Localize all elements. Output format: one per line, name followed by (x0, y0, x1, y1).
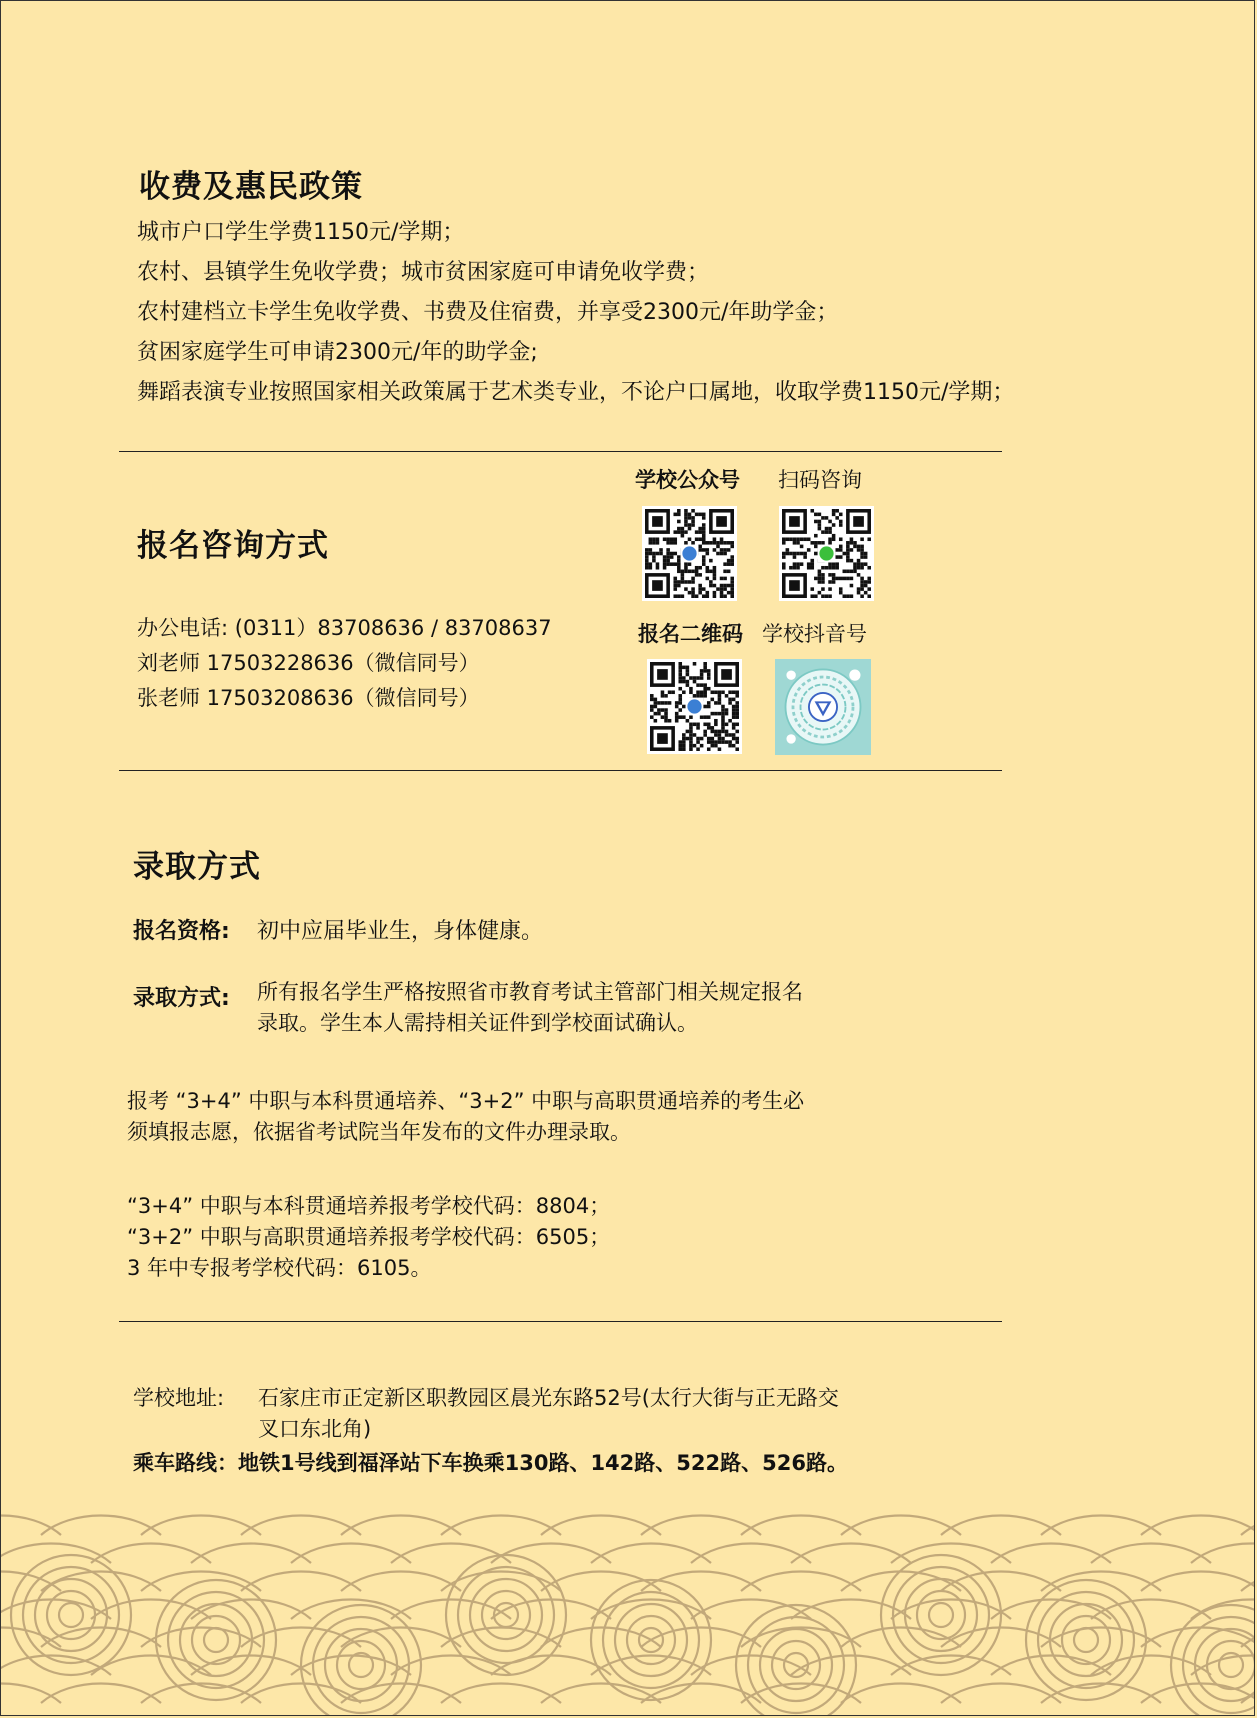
method-line: 所有报名学生严格按照省市教育考试主管部门相关规定报名 (257, 980, 803, 1004)
divider (119, 451, 1002, 452)
method-label: 录取方式: (133, 986, 230, 1011)
teacher-liu-contact: 刘老师 17503228636（微信同号） (137, 651, 480, 675)
qualification-text: 初中应届毕业生，身体健康。 (257, 919, 544, 944)
official-account-label: 学校公众号 (635, 468, 740, 492)
code-line: “3+4” 中职与本科贯通培养报考学校代码：8804； (127, 1194, 611, 1218)
address-line: 叉口东北角) (258, 1417, 372, 1441)
signup-qr-label: 报名二维码 (638, 622, 743, 646)
address-label: 学校地址: (133, 1386, 225, 1410)
fees-line: 舞蹈表演专业按照国家相关政策属于艺术类专业，不论户口属地，收取学费1150元/学期； (137, 380, 1015, 405)
method-text (257, 977, 803, 1039)
fees-line: 贫困家庭学生可申请2300元/年的助学金; (137, 340, 538, 365)
office-phone: 办公电话: (0311）83708636 / 83708637 (137, 616, 552, 640)
fees-line: 城市户口学生学费1150元/学期； (137, 220, 465, 245)
consult-title: 报名咨询方式 (137, 528, 329, 564)
fees-line: 农村、县镇学生免收学费；城市贫困家庭可申请免收学费； (137, 260, 710, 285)
bus-route: 乘车路线：地铁1号线到福泽站下车换乘130路、142路、522路、526路。 (133, 1451, 848, 1475)
scan-consult-label: 扫码咨询 (778, 468, 862, 492)
note-line: 须填报志愿，依据省考试院当年发布的文件办理录取。 (127, 1120, 631, 1144)
address-line: 石家庄市正定新区职教园区晨光东路52号(太行大街与正无路交 (258, 1386, 839, 1410)
note-line: 报考 “3+4” 中职与本科贯通培养、“3+2” 中职与高职贯通培养的考生必 (127, 1089, 805, 1113)
admission-title: 录取方式 (133, 849, 261, 885)
fees-line: 农村建档立卡学生免收学费、书费及住宿费，并享受2300元/年助学金； (137, 300, 839, 325)
signup-qr-code[interactable] (647, 659, 742, 754)
admission-note (127, 1086, 804, 1148)
contact-block (137, 611, 552, 716)
official-account-qr-code[interactable] (642, 506, 737, 601)
school-codes (127, 1191, 610, 1284)
teacher-zhang-contact: 张老师 17503208636（微信同号） (137, 686, 480, 710)
address-text (258, 1383, 839, 1445)
fees-list (137, 213, 1014, 413)
code-line: 3 年中专报考学校代码：6105。 (127, 1256, 432, 1280)
douyin-code[interactable] (775, 659, 871, 755)
qualification-label: 报名资格: (133, 919, 230, 944)
douyin-badge-icon (778, 662, 868, 752)
fees-title: 收费及惠民政策 (139, 169, 363, 205)
consult-qr-code[interactable] (779, 506, 874, 601)
douyin-label: 学校抖音号 (762, 622, 867, 646)
code-line: “3+2” 中职与高职贯通培养报考学校代码：6505； (127, 1225, 611, 1249)
divider (119, 770, 1002, 771)
divider (119, 1321, 1002, 1322)
method-line: 录取。学生本人需持相关证件到学校面试确认。 (257, 1011, 698, 1035)
wave-pattern-icon (1, 1465, 1255, 1715)
